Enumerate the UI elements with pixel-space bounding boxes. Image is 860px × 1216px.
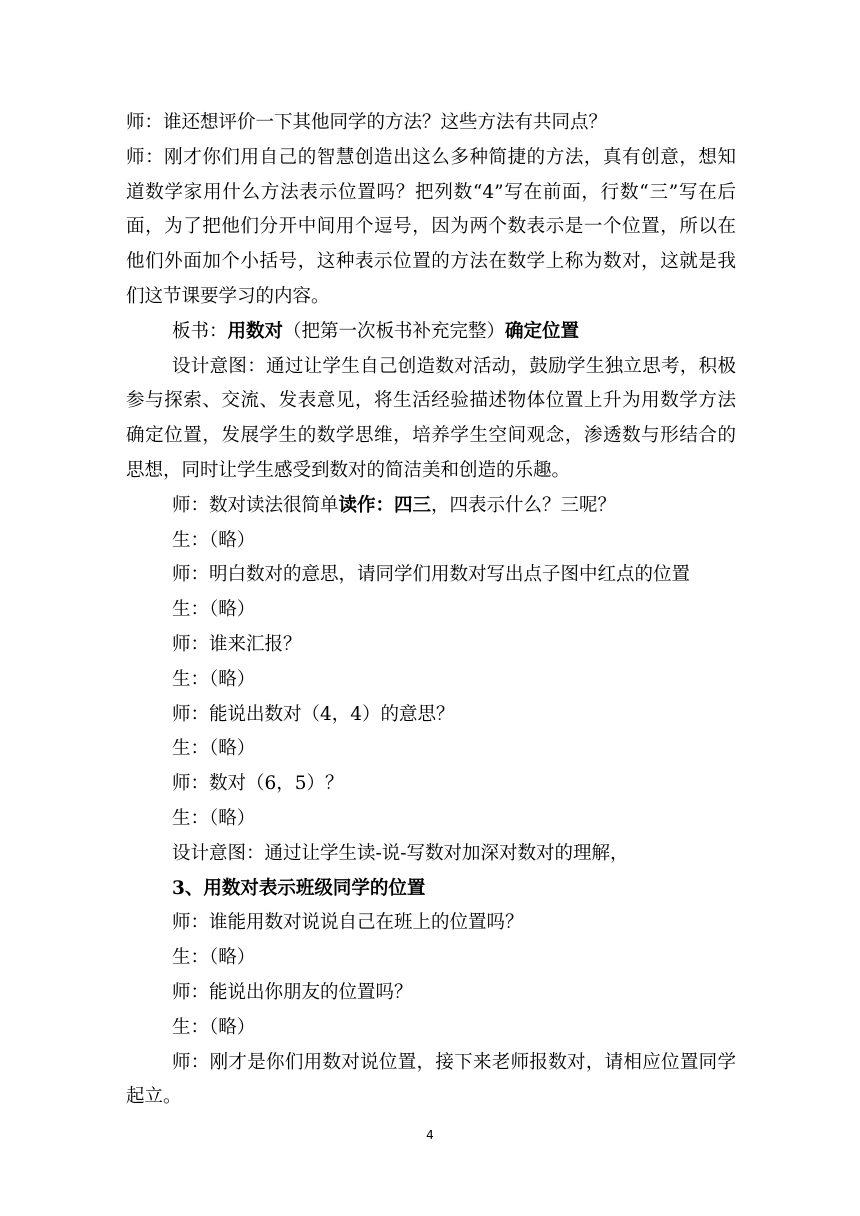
board-prefix: 板书： — [172, 320, 228, 342]
board-bold-text: 用数对 — [227, 320, 284, 342]
dialog-line: 生：（略） — [172, 1016, 256, 1038]
board-bold-text: 确定位置 — [505, 320, 580, 342]
dialog-line: 师：明白数对的意思，请同学们用数对写出点子图中红点的位置 — [172, 564, 691, 586]
reading-bold-text: 读作：四三 — [338, 494, 432, 516]
dialog-line: 生：（略） — [172, 599, 256, 621]
dialog-line: 师：刚才是你们用数对说位置，接下来老师报数对，请相应位置同学起立。 — [126, 1051, 736, 1108]
page-number: 4 — [426, 1128, 434, 1142]
dialog-line: 生：（略） — [172, 738, 256, 760]
board-note — [126, 315, 736, 350]
dialog-line: 师：谁来汇报？ — [172, 633, 302, 655]
section-heading: 3、用数对表示班级同学的位置 — [172, 877, 426, 899]
design-intent-paragraph: 设计意图：通过让学生读-说-写数对加深对数对的理解， — [172, 842, 629, 864]
reading-suffix: ，四表示什么？三呢？ — [431, 494, 617, 516]
paragraph: 师：谁还想评价一下其他同学的方法？这些方法有共同点？ — [126, 112, 608, 133]
design-intent-paragraph: 设计意图：通过让学生自己创造数对活动，鼓励学生独立思考，积极参与探索、交流、发表意见，将生活经验描述物体位置上升为用数学方法确定位置，发展学生的数学思维，培养学生空间观念，渗透数与形结合的思想，同时让学生感受到数对的简洁美和创造的乐趣。 — [126, 355, 736, 481]
paragraph: 师：刚才你们用自己的智慧创造出这么多种简捷的方法，真有创意，想知道数学家用什么方法表示位置吗？把列数“4”写在前面，行数“三”写在后面，为了把他们分开中间用个逗号，因为两个数表示是一个位置，所以在他们外面加个小括号，这种表示位置的方法在数学上称为数对，这就是我们这节课要学习的内容。 — [126, 146, 736, 307]
dialog-line: 生：（略） — [172, 529, 256, 551]
reading-paragraph — [126, 489, 736, 524]
board-middle-text: （把第一次板书补充完整） — [283, 320, 506, 342]
dialog-line: 生：（略） — [172, 947, 256, 969]
document-body — [126, 106, 736, 1115]
dialog-line: 生：（略） — [172, 807, 256, 829]
dialog-line: 师：能说出数对（4，4）的意思？ — [172, 703, 455, 725]
reading-prefix: 师：数对读法很简单 — [172, 494, 339, 516]
dialog-line: 师：数对（6，5）？ — [172, 773, 344, 795]
dialog-line: 师：谁能用数对说说自己在班上的位置吗？ — [172, 912, 524, 934]
dialog-line: 生：（略） — [172, 668, 256, 690]
dialog-line: 师：能说出你朋友的位置吗？ — [172, 981, 413, 1003]
